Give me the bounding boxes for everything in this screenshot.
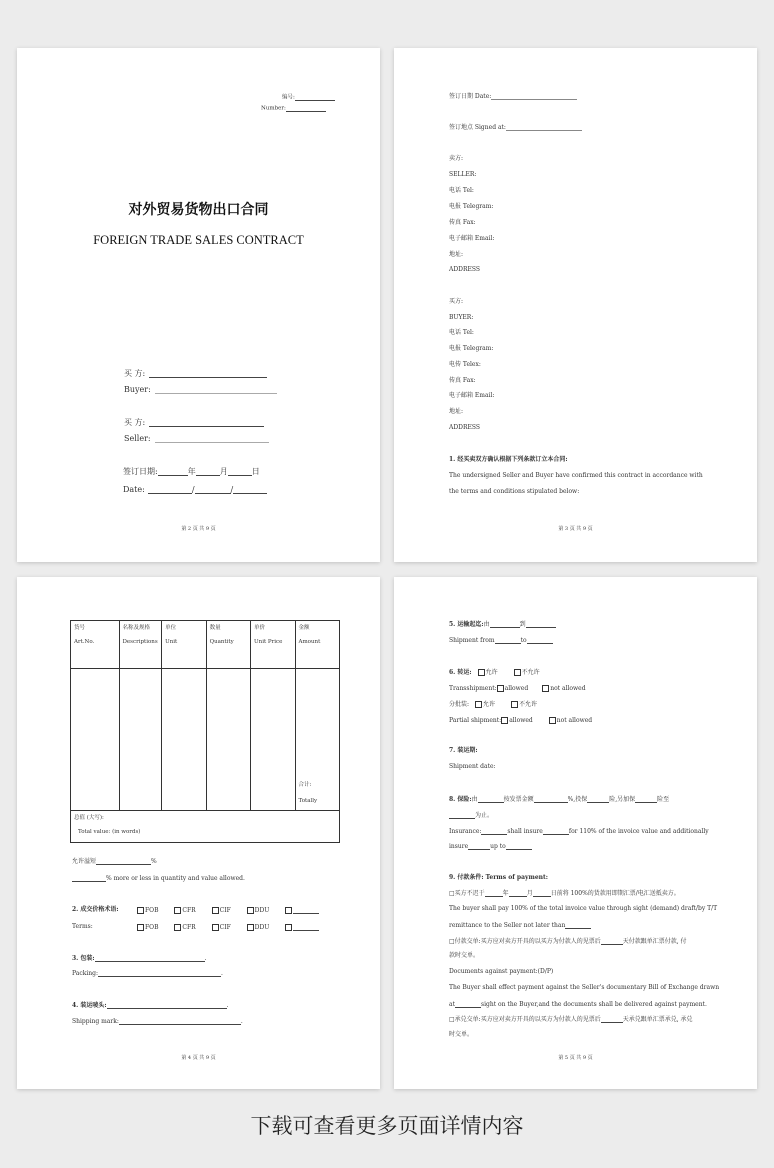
total-value-row: [71, 811, 340, 843]
checkbox-icon[interactable]: [475, 701, 482, 708]
sign-date: 签订日期 Date:: [449, 93, 577, 100]
cell-total: 合计: Totally: [295, 669, 340, 811]
checkbox-icon[interactable]: [247, 907, 254, 914]
buyer-cn: 买 方:: [124, 369, 267, 378]
buyer-block-5: 传真 Fax:: [449, 377, 476, 384]
clause8-cn: 8. 保险:由 按发票金额 %,投保 险,另加保 险至: [449, 796, 670, 803]
title-en: FOREIGN TRADE SALES CONTRACT: [93, 233, 304, 247]
seller-block-1: SELLER:: [449, 171, 477, 178]
clause5-title: 5. 运输起迄:由 到: [449, 621, 556, 628]
page-cover: [17, 48, 380, 562]
shipment-date: Shipment date:: [449, 763, 496, 770]
pay-line-6: Documents against payment:(D/P): [449, 968, 554, 975]
checkbox-icon[interactable]: [542, 685, 549, 692]
seller-block-4: 传真 Fax:: [449, 219, 476, 226]
pay-line-1: □买方不迟于 年 月 日前将 100%的货款用即期汇票/电汇送抵卖方。: [449, 890, 680, 897]
pay-line-4: □付款交单:买方应对卖方开具的以买方为付款人的见票后 天付款跟单汇票付款, 付: [449, 938, 687, 945]
buyer-block-3: 电报 Telegram:: [449, 345, 494, 352]
header-unit: 单位 Unit: [162, 621, 206, 669]
insurance-en-2: insure up to: [449, 843, 532, 850]
checkbox-icon[interactable]: [511, 701, 518, 708]
page-5: [394, 577, 757, 1089]
clause9-title: 9. 付款条件: Terms of payment:: [449, 874, 548, 881]
header-quantity: 数量 Quantity: [206, 621, 250, 669]
partial-en: Partial shipment: allowed not allowed: [449, 717, 593, 724]
checkbox-icon[interactable]: [478, 669, 485, 676]
total-value-cell: 总值 (大写): Total value: (in words): [71, 811, 340, 843]
packing: Packing: .: [72, 970, 223, 977]
cell-descriptions: [119, 669, 162, 811]
page-footer: 第 3 页 共 9 页: [558, 526, 593, 532]
download-caption: 下载可查看更多页面详情内容: [250, 1114, 524, 1138]
price-terms-options-en: FOB CFR CIF DDU: [137, 924, 319, 931]
clause1-en2: the terms and conditions stipulated below:: [449, 488, 580, 495]
checkbox-icon[interactable]: [497, 685, 504, 692]
shipping-mark: Shipping mark: .: [72, 1018, 243, 1025]
cell-unit: [162, 669, 206, 811]
sign-date-cn: 签订日期: 年 月 日: [123, 467, 260, 476]
checkbox-icon[interactable]: [247, 924, 254, 931]
header-descriptions: 名称及规格 Descriptions: [119, 621, 162, 669]
page-4: [17, 577, 380, 1089]
checkbox-icon[interactable]: [174, 907, 181, 914]
header-amount: 金额 Amount: [295, 621, 340, 669]
tolerance-cn: 允许溢短 %: [72, 858, 157, 865]
price-terms-options-cn: FOB CFR CIF DDU: [137, 907, 319, 914]
checkbox-icon[interactable]: [285, 907, 292, 914]
header-art-no: 货号 Art.No.: [71, 621, 120, 669]
page-footer: 第 2 页 共 9 页: [181, 526, 216, 532]
checkbox-icon[interactable]: [174, 924, 181, 931]
pay-line-5: 款时交单。: [449, 952, 480, 959]
table-header-row: [71, 621, 340, 669]
checkbox-icon[interactable]: [137, 924, 144, 931]
clause4-title: 4. 装运唛头: .: [72, 1002, 229, 1009]
checkbox-icon[interactable]: [549, 717, 556, 724]
buyer-block-0: 买方:: [449, 298, 464, 305]
clause1-en1: The undersigned Seller and Buyer have confirmed this contract in accordance with: [449, 472, 703, 479]
checkbox-icon[interactable]: [212, 907, 219, 914]
page-3: [394, 48, 757, 562]
date-en: Date: / /: [123, 485, 267, 494]
checkbox-icon[interactable]: [501, 717, 508, 724]
buyer-block-7: 地址:: [449, 408, 464, 415]
clause7-title: 7. 装运期:: [449, 747, 478, 754]
cell-quantity: [206, 669, 250, 811]
pay-line-10: 时交单。: [449, 1031, 474, 1038]
clause6-title: 6. 转运: 允许 不允许: [449, 669, 540, 676]
seller-block-6: 地址:: [449, 251, 464, 258]
buyer-block-1: BUYER:: [449, 314, 474, 321]
seller-block-7: ADDRESS: [449, 266, 480, 273]
seller-block-5: 电子邮箱 Email:: [449, 235, 495, 242]
pay-line-3: remittance to the Seller not later than: [449, 922, 591, 929]
pay-line-2: The buyer shall pay 100% of the total invoice value through sight (demand) draft/by T/T: [449, 905, 718, 912]
buyer-block-4: 电传 Telex:: [449, 361, 481, 368]
checkbox-icon[interactable]: [514, 669, 521, 676]
seller-block-0: 卖方:: [449, 155, 464, 162]
buyer-block-8: ADDRESS: [449, 424, 480, 431]
header-unit-price: 单价 Unit Price: [251, 621, 295, 669]
checkbox-icon[interactable]: [137, 907, 144, 914]
number-label: 编号:: [282, 94, 335, 101]
buyer-block-2: 电话 Tel:: [449, 329, 474, 336]
checkbox-icon[interactable]: [212, 924, 219, 931]
seller-cn: 买 方:: [124, 418, 264, 427]
clause3-title: 3. 包装: .: [72, 955, 207, 962]
clause1-title: 1. 经买卖双方确认根据下列条款订立本合同:: [449, 456, 568, 463]
title-cn: 对外贸易货物出口合同: [128, 202, 269, 218]
cell-unit-price: [251, 669, 295, 811]
seller-en: Seller:: [124, 434, 269, 443]
seller-block-2: 电话 Tel:: [449, 187, 474, 194]
goods-table: [70, 620, 340, 843]
tolerance-en: % more or less in quantity and value allowed.: [72, 875, 245, 882]
sign-place: 签订地点 Signed at:: [449, 124, 582, 131]
seller-block-3: 电报 Telegram:: [449, 203, 494, 210]
pay-line-8: at sight on the Buyer,and the documents shall be delivered against payment.: [449, 1001, 707, 1008]
page-footer: 第 5 页 共 9 页: [558, 1055, 593, 1061]
pay-line-9: □承兑交单:买方应对卖方开具的以买方为付款人的见票后 天承兑跟单汇票承兑, 承兑: [449, 1016, 693, 1023]
transshipment: Transshipment: allowed not allowed: [449, 685, 586, 692]
cell-art-no: [71, 669, 120, 811]
buyer-en: Buyer:: [124, 385, 277, 394]
insurance-en: Insurance: shall insure for 110% of the invoice value and additionally: [449, 828, 709, 835]
page-footer: 第 4 页 共 9 页: [181, 1055, 216, 1061]
partial-cn: 分批装: 允许 不允许: [449, 701, 538, 708]
clause8-cn-end: 为止。: [449, 812, 493, 819]
table-row: [71, 669, 340, 811]
checkbox-icon[interactable]: [285, 924, 292, 931]
number-en-label: Number:: [261, 105, 326, 112]
buyer-block-6: 电子邮箱 Email:: [449, 392, 495, 399]
pay-line-7: The Buyer shall effect payment against the Seller's documentary Bill of Exchange drawn: [449, 984, 720, 991]
shipment-from: Shipment from to: [449, 637, 553, 644]
clause2-terms: Terms:: [72, 923, 93, 930]
clause2-title: 2. 成交价格术语:: [72, 906, 119, 913]
